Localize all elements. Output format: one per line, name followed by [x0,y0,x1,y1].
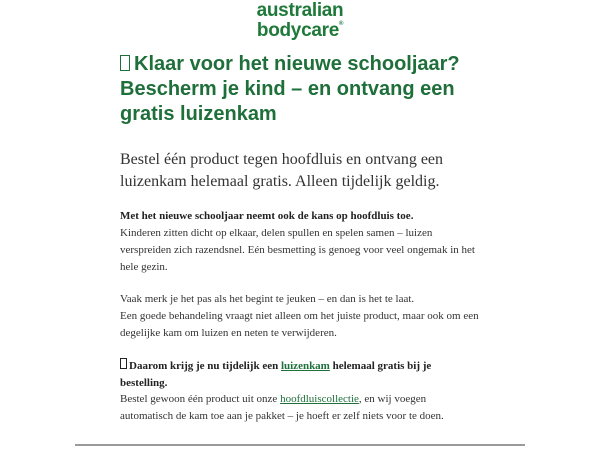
section3-bold-line [120,358,480,392]
brand-logo[interactable] [240,0,360,40]
headline [120,52,480,127]
headline-text: Klaar voor het nieuwe schooljaar? Bescherm je kind – en ontvang een gratis luizenkam [120,53,460,125]
lead-paragraph: Bestel één product tegen hoofdluis en ontvang een luizenkam helemaal gratis. Alleen tijdelijk geldig. [120,151,444,190]
section-offer [120,358,480,425]
section3-bold-before: Daarom krijg je nu tijdelijk een [129,359,281,372]
section3-bold [120,360,431,389]
email-content [120,52,480,425]
section3-text-after: , en wij voegen automatisch de kam toe aan je pakket – je hoeft er zelf niets voor te doen. [120,393,444,423]
section1-bold-text: Met het nieuwe schooljaar neemt ook de kans op hoofdluis toe. [120,210,414,223]
trademark-symbol: ® [338,21,344,27]
brand-logo-line2 [240,21,360,40]
section3-text-before: Bestel gewoon één product uit onze [120,393,281,406]
hoofdluiscollectie-link[interactable]: hoofdluiscollectie [280,393,359,406]
section1-text: Kinderen zitten dicht op elkaar, delen spullen en spelen samen – luizen verspreiden zich razendsnel. Eén besmetting is genoeg voor veel ongemak in het hele gezin. [120,226,475,273]
section2-line2: Een goede behandeling vraagt niet alleen om het juiste product, maar ook om een degelijke kam om luizen en neten te verwijderen. [120,310,479,339]
luizenkam-link[interactable]: luizenkam [280,359,330,372]
section3-text [120,391,480,425]
missing-glyph-icon [120,55,130,71]
section-school-year [120,208,480,275]
section-itching [120,291,480,341]
missing-glyph-icon-small [120,358,127,369]
section2-line1: Vaak merk je het pas als het begint te jeuken – en dan is het te laat. [120,293,415,306]
footer-divider [75,444,525,446]
section3-bold-after: helemaal gratis bij je bestelling. [120,359,432,389]
brand-logo-line2-text: bodycare [256,20,339,41]
section1-bold [120,208,480,225]
brand-logo-line1: australian [256,0,344,21]
